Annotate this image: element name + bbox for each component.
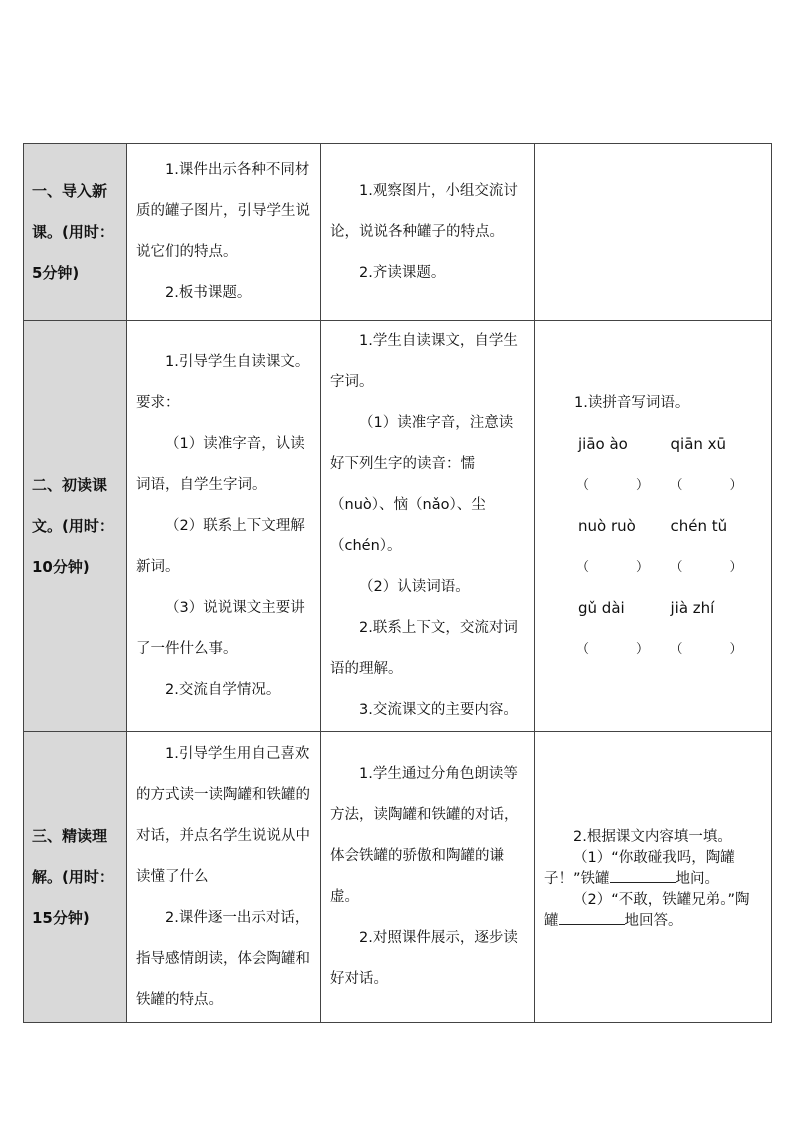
bracket-open: （ xyxy=(669,477,683,493)
bracket-close: ） xyxy=(636,559,650,575)
student-activity-cell xyxy=(321,144,535,321)
teacher-activity-cell xyxy=(127,321,321,732)
student-step: （2）认读词语。 xyxy=(359,579,470,595)
stage-cell xyxy=(24,732,127,1023)
stage-label: 一、导入新课。(用时：5分钟) xyxy=(32,181,114,282)
exercise-title: 2.根据课文内容填一填。 xyxy=(573,828,732,845)
student-activity-cell xyxy=(321,321,535,732)
teacher-step: 2.板书课题。 xyxy=(165,285,252,301)
teacher-step: 2.交流自学情况。 xyxy=(165,681,281,698)
answer-blank[interactable] xyxy=(559,910,625,925)
answer-blank[interactable] xyxy=(610,868,676,883)
teacher-activity-cell xyxy=(127,732,321,1023)
pinyin-word: jià zhí xyxy=(670,598,715,617)
student-activity-cell xyxy=(321,732,535,1023)
bracket-open: （ xyxy=(576,641,590,657)
bracket-close: ） xyxy=(636,641,650,657)
exercise-title: 1.读拼音写词语。 xyxy=(574,394,690,411)
bracket-open: （ xyxy=(576,477,590,493)
lesson-plan-table xyxy=(23,143,772,1023)
exercise-cell xyxy=(535,321,772,732)
pinyin-word: chén tǔ xyxy=(670,516,728,535)
student-step: 1.学生通过分角色朗读等方法，读陶罐和铁罐的对话，体会铁罐的骄傲和陶罐的谦虚。 xyxy=(330,766,519,905)
student-step: 1.观察图片，小组交流讨论，说说各种罐子的特点。 xyxy=(330,182,518,240)
answer-bracket-row xyxy=(544,465,763,506)
exercise-cell xyxy=(535,732,772,1023)
teacher-activity-cell xyxy=(127,144,321,321)
pinyin-row xyxy=(544,506,763,547)
stage-cell xyxy=(24,144,127,321)
student-step: 3.交流课文的主要内容。 xyxy=(359,702,518,718)
bracket-open: （ xyxy=(669,559,683,575)
student-step: 2.对照课件展示，逐步读好对话。 xyxy=(330,930,518,987)
pinyin-row xyxy=(544,588,763,629)
bracket-open: （ xyxy=(669,641,683,657)
student-step: （1）读准字音，注意读好下列生字的读音：懦（nuò）、恼（nǎo）、尘（chén）。 xyxy=(330,415,514,554)
table-row xyxy=(24,732,772,1023)
teacher-step: （1）读准字音，认读词语，自学生字词。 xyxy=(136,435,305,493)
pinyin-row xyxy=(544,424,763,465)
pinyin-word: gǔ dài xyxy=(578,598,625,617)
stage-label: 三、精读理解。(用时：15分钟) xyxy=(32,826,114,927)
exercise-cell xyxy=(535,144,772,321)
stage-cell xyxy=(24,321,127,732)
student-step: 2.联系上下文，交流对词语的理解。 xyxy=(330,620,518,677)
fill-blank-item: （2）“不敢，铁罐兄弟。”陶罐 地回答。 xyxy=(544,891,750,929)
student-step: 2.齐读课题。 xyxy=(359,264,446,281)
table-row xyxy=(24,144,772,321)
student-step: 1.学生自读课文，自学生字词。 xyxy=(330,333,518,390)
fill-blank-item: （1）“你敢碰我吗，陶罐子！”铁罐 地问。 xyxy=(544,849,735,887)
teacher-step: （3）说说课文主要讲了一件什么事。 xyxy=(136,599,305,657)
bracket-open: （ xyxy=(576,559,590,575)
pinyin-word: qiān xū xyxy=(670,434,727,453)
teacher-step: 1.引导学生用自己喜欢的方式读一读陶罐和铁罐的对话，并点名学生说说从中读懂了什么 xyxy=(136,745,310,885)
bracket-close: ） xyxy=(729,559,743,575)
pinyin-word: jiāo ào xyxy=(578,434,628,453)
answer-bracket-row xyxy=(544,547,763,588)
bracket-close: ） xyxy=(729,477,743,493)
pinyin-word: nuò ruò xyxy=(578,516,636,535)
teacher-step: 1.课件出示各种不同材质的罐子图片，引导学生说说它们的特点。 xyxy=(136,162,310,260)
bracket-close: ） xyxy=(636,477,650,493)
teacher-step: 1.引导学生自读课文。要求： xyxy=(136,353,310,411)
teacher-step: 2.课件逐一出示对话，指导感情朗读，体会陶罐和铁罐的特点。 xyxy=(136,909,310,1008)
teacher-step: （2）联系上下文理解新词。 xyxy=(136,517,305,575)
table-row xyxy=(24,321,772,732)
stage-label: 二、初读课文。(用时：10分钟) xyxy=(32,475,114,576)
answer-bracket-row xyxy=(544,629,763,670)
bracket-close: ） xyxy=(729,641,743,657)
